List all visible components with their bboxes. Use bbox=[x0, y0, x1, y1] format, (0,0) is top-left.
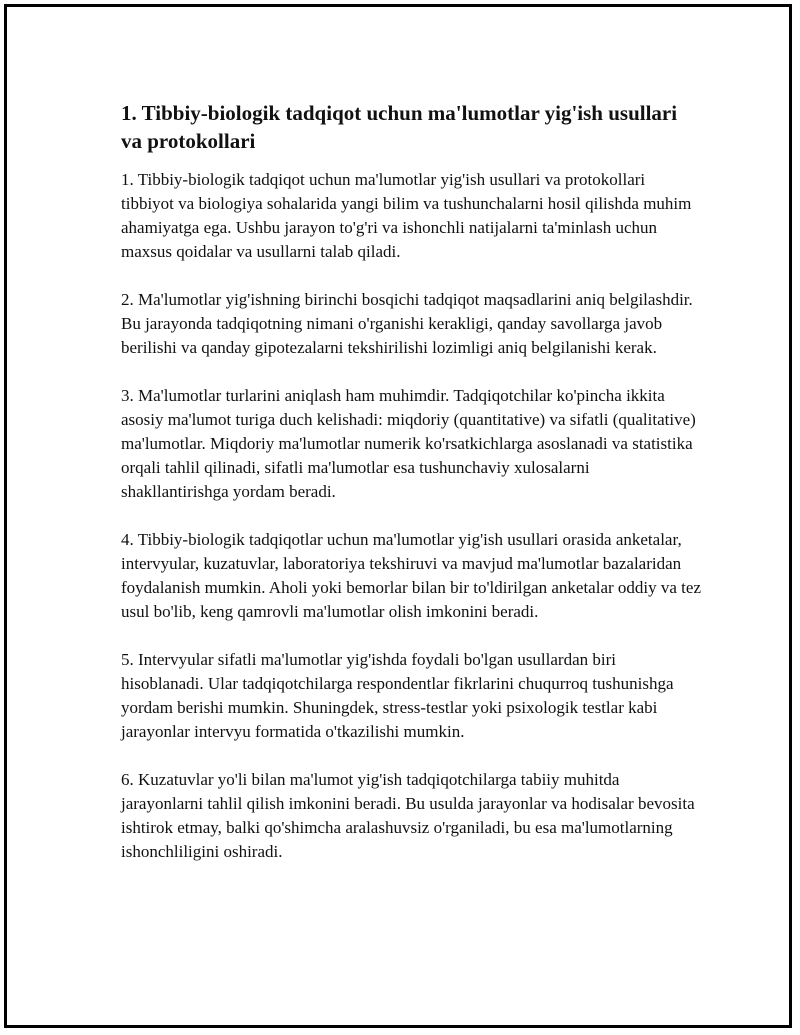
paragraph-5: 5. Intervyular sifatli ma'lumotlar yig'ishda foydali bo'lgan usullardan biri hisoblanadi. Ular tadqiqotchilarga respondentlar fikrlarini chuqurroq tushunishga yordam berishi mumkin. Shuningdek, stress-testlar yoki psixologik testlar kabi jarayonlar intervyu formatida o'tkazilishi mumkin. bbox=[121, 650, 674, 741]
paragraph-3: 3. Ma'lumotlar turlarini aniqlash ham muhimdir. Tadqiqotchilar ko'pincha ikkita asosiy ma'lumot turiga duch kelishadi: miqdoriy (quantitative) va sifatli (qualitative) ma'lumotlar. Miqdoriy ma'lumotlar numerik ko'rsatkichlarga asoslanadi va statistika orqali tahlil qilinadi, sifatli ma'lumotlar esa tushunchaviy xulosalarni shakllantirishga yordam beradi. bbox=[121, 386, 696, 501]
paragraph-1: 1. Tibbiy-biologik tadqiqot uchun ma'lumotlar yig'ish usullari va protokollari tibbiyot va biologiya sohalarida yangi bilim va tushunchalarni hosil qilishda muhim ahamiyatga ega. Ushbu jarayon to'g'ri va ishonchli natijalarni ta'minlash uchun maxsus qoidalar va usullarni talab qiladi. bbox=[121, 170, 692, 261]
paragraph-6: 6. Kuzatuvlar yo'li bilan ma'lumot yig'ish tadqiqotchilarga tabiiy muhitda jarayonlarni tahlil qilish imkonini beradi. Bu usulda jarayonlar va hodisalar bevosita ishtirok etmay, balki qo'shimcha aralashuvsiz o'rganiladi, bu esa ma'lumotlarning ishonchliligini oshiradi. bbox=[121, 770, 695, 861]
paragraph-2: 2. Ma'lumotlar yig'ishning birinchi bosqichi tadqiqot maqsadlarini aniq belgilashdir. Bu jarayonda tadqiqotning nimani o'rganishi kerakligi, qanday savollarga javob berilishi va qanday gipotezalarni tekshirilishi lozimligi aniq belgilanishi kerak. bbox=[121, 290, 693, 357]
page-border bbox=[4, 4, 792, 1028]
document-body bbox=[121, 99, 701, 888]
paragraph-4: 4. Tibbiy-biologik tadqiqotlar uchun ma'lumotlar yig'ish usullari orasida anketalar, intervyular, kuzatuvlar, laboratoriya tekshiruvi va mavjud ma'lumotlar bazalaridan foydalanish mumkin. Aholi yoki bemorlar bilan bir to'ldirilgan anketalar oddiy va tez usul bo'lib, keng qamrovli ma'lumotlar olish imkonini beradi. bbox=[121, 530, 701, 621]
document-title: 1. Tibbiy-biologik tadqiqot uchun ma'lumotlar yig'ish usullari va protokollari bbox=[121, 101, 678, 153]
